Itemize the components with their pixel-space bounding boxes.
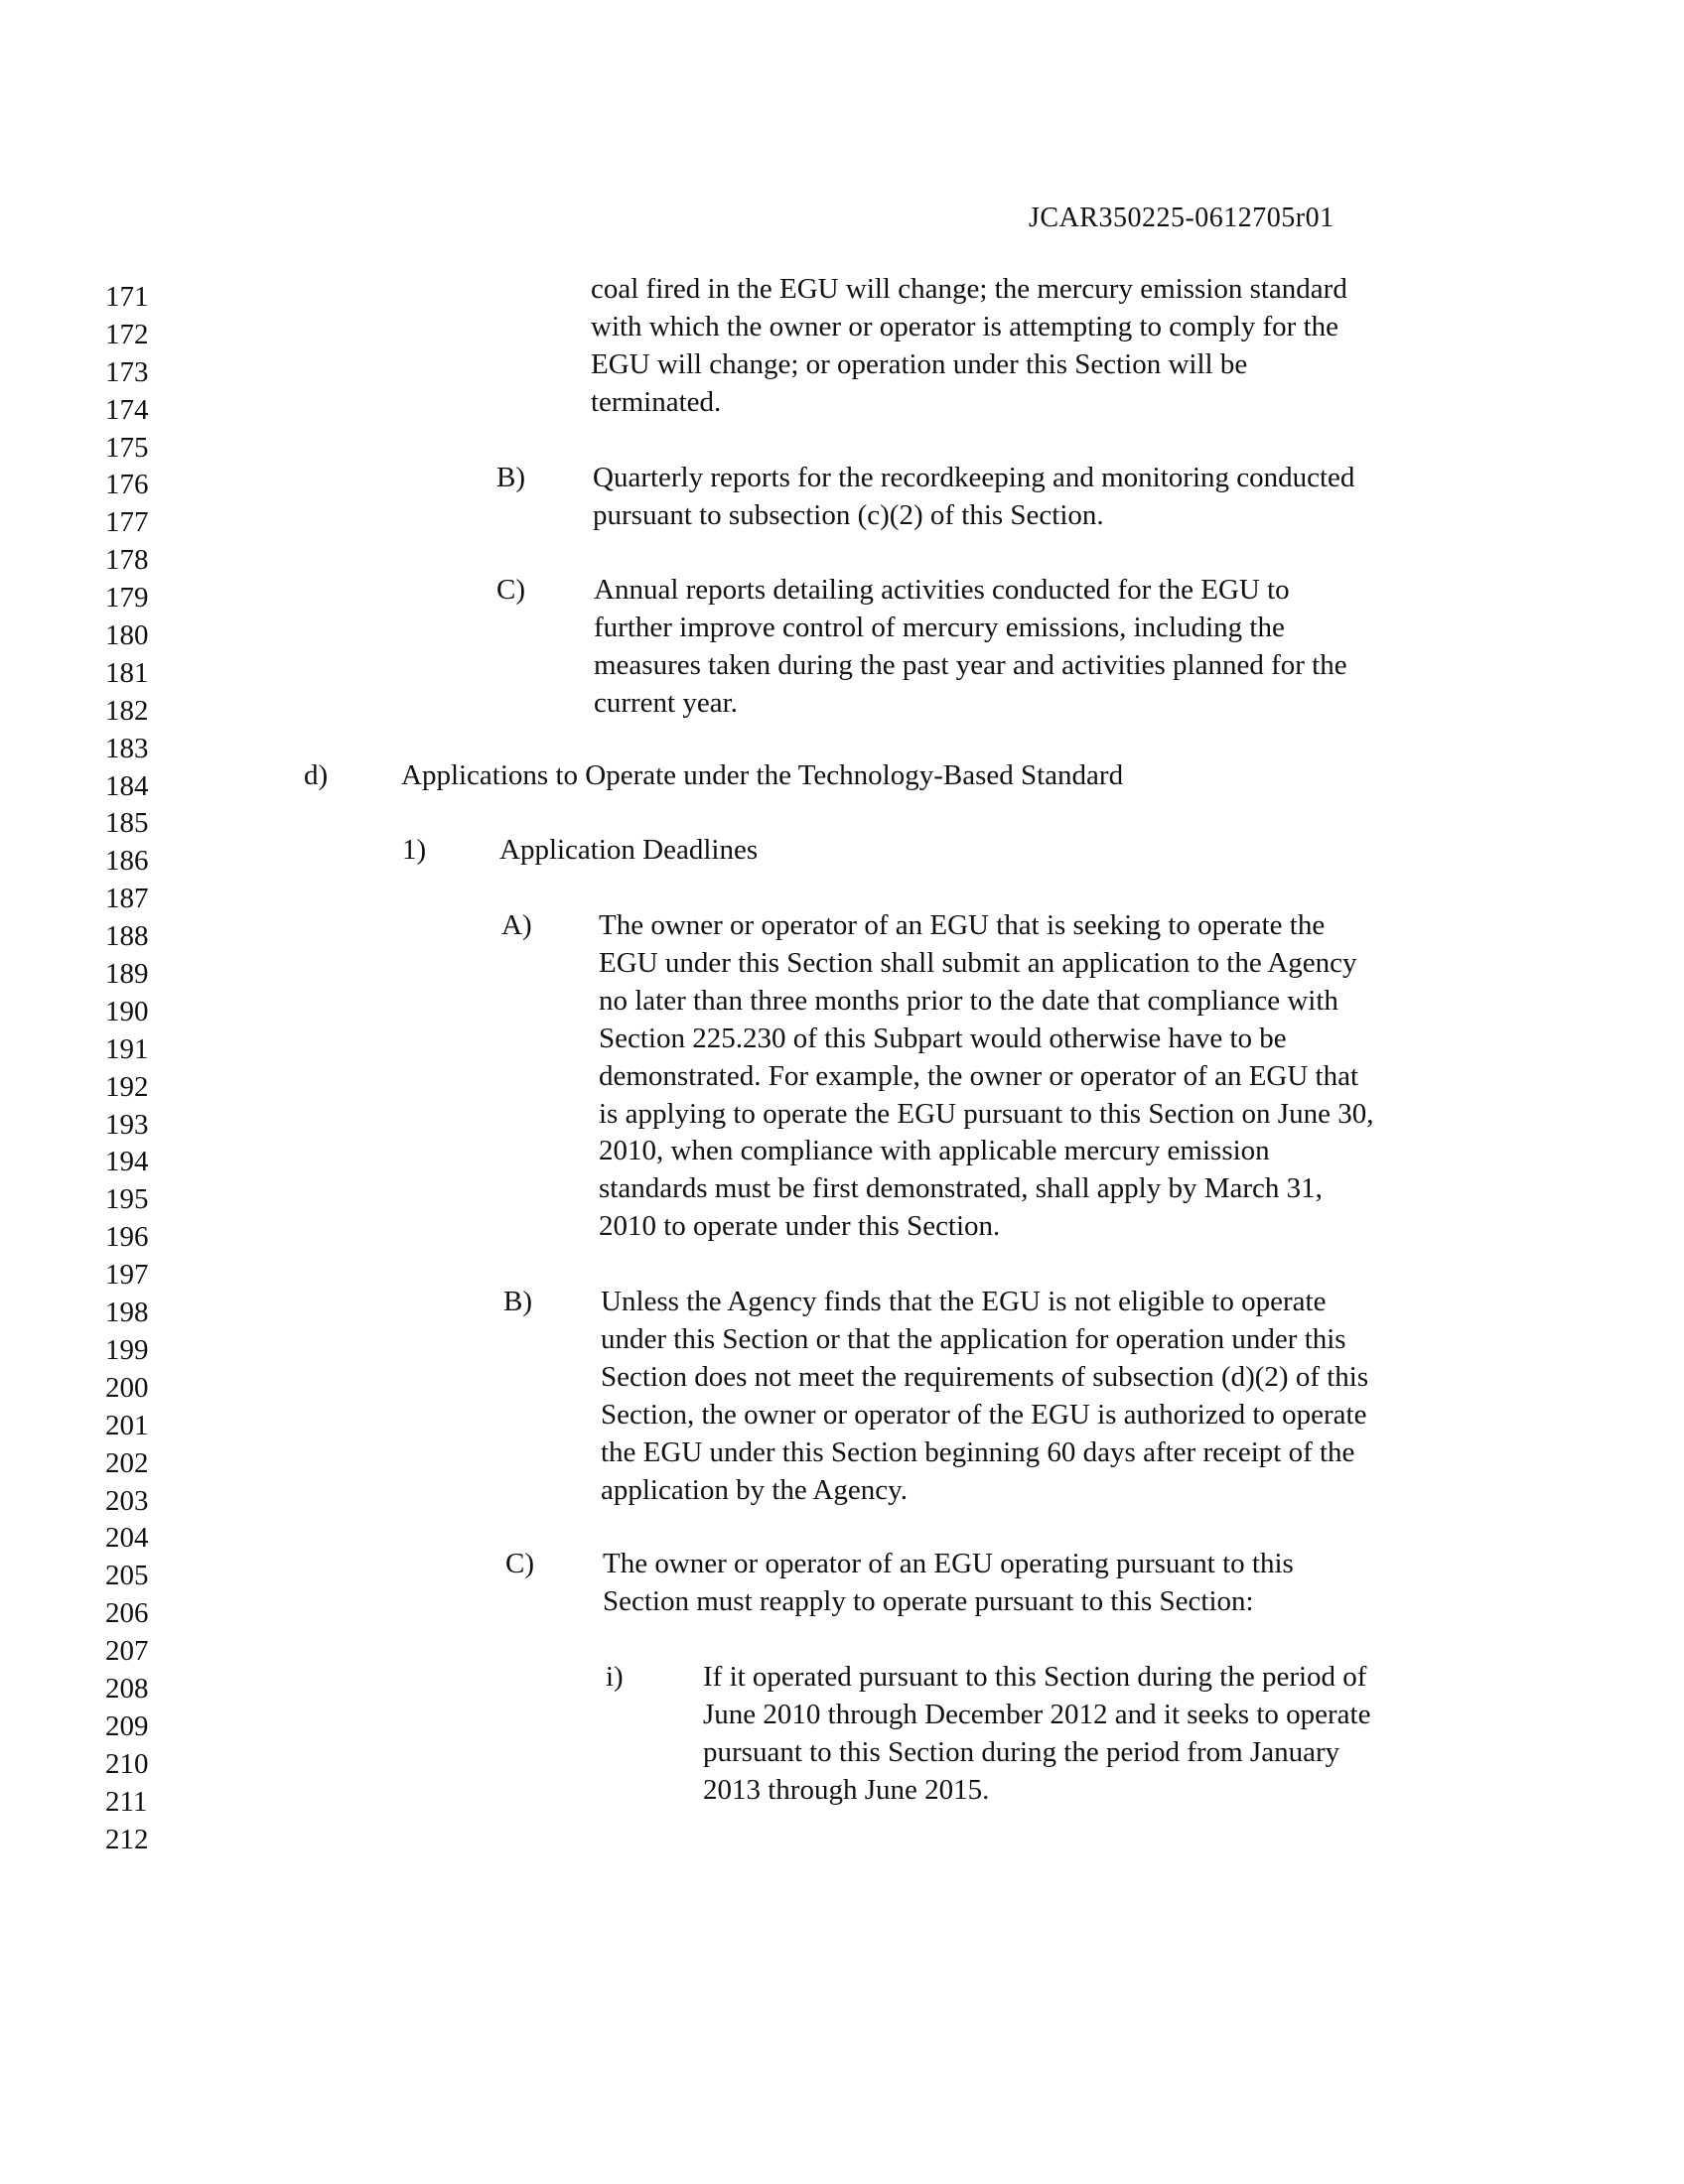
text-line: Unless the Agency finds that the EGU is not eligible to operate bbox=[601, 1286, 1327, 1317]
line-number: 188 bbox=[105, 920, 149, 953]
line-number: 212 bbox=[105, 1823, 149, 1855]
line-number: 193 bbox=[105, 1108, 149, 1141]
text-line: Quarterly reports for the recordkeeping and monitoring conducted bbox=[593, 462, 1355, 493]
text-line: pursuant to this Section during the period from January bbox=[703, 1735, 1340, 1768]
line-number: 203 bbox=[105, 1484, 149, 1517]
text-line: 2013 through June 2015. bbox=[703, 1773, 990, 1806]
line-number: 206 bbox=[105, 1597, 149, 1630]
text-line: EGU under this Section shall submit an application to the Agency bbox=[599, 946, 1357, 979]
text-line: with which the owner or operator is attempting to comply for the bbox=[591, 310, 1339, 342]
line-number: 174 bbox=[105, 393, 149, 426]
subsection-heading: Application Deadlines bbox=[499, 834, 759, 866]
line-number: 198 bbox=[105, 1297, 149, 1329]
line-number: 205 bbox=[105, 1560, 149, 1592]
line-number: 204 bbox=[105, 1522, 149, 1555]
item-label: B) bbox=[496, 462, 525, 493]
text-line: no later than three months prior to the date that compliance with bbox=[599, 984, 1338, 1017]
paragraph-d1-B bbox=[601, 1284, 1368, 1509]
line-number-column bbox=[105, 279, 195, 1858]
paragraph-d1-A bbox=[599, 907, 1373, 1246]
text-line: If it operated pursuant to this Section during the period of bbox=[703, 1661, 1367, 1693]
line-number: 187 bbox=[105, 883, 149, 915]
line-number: 211 bbox=[105, 1785, 148, 1818]
item-label: i) bbox=[606, 1661, 624, 1693]
text-line: terminated. bbox=[591, 385, 722, 418]
line-number: 176 bbox=[105, 469, 149, 501]
line-number: 197 bbox=[105, 1259, 149, 1292]
text-line: Section 225.230 of this Subpart would otherwise have to be bbox=[599, 1022, 1287, 1054]
line-number: 196 bbox=[105, 1221, 149, 1254]
line-number: 199 bbox=[105, 1333, 149, 1366]
text-line: Section, the owner or operator of the EGU is authorized to operate bbox=[601, 1398, 1367, 1431]
text-line: under this Section or that the application for operation under this bbox=[601, 1322, 1346, 1355]
text-line: the EGU under this Section beginning 60 days after receipt of the bbox=[601, 1435, 1355, 1468]
item-label: A) bbox=[501, 909, 532, 941]
paragraph-c-C bbox=[594, 572, 1347, 723]
line-number: 210 bbox=[105, 1747, 149, 1780]
line-number: 200 bbox=[105, 1371, 149, 1404]
line-number: 202 bbox=[105, 1446, 149, 1479]
text-line: measures taken during the past year and activities planned for the bbox=[594, 648, 1347, 681]
text-line: current year. bbox=[594, 686, 738, 719]
line-number: 208 bbox=[105, 1672, 149, 1705]
line-number: 189 bbox=[105, 958, 149, 991]
line-number: 171 bbox=[105, 281, 149, 313]
line-number: 194 bbox=[105, 1146, 149, 1178]
line-number: 185 bbox=[105, 807, 149, 840]
line-number: 175 bbox=[105, 431, 149, 464]
text-line: further improve control of mercury emissions, including the bbox=[594, 611, 1285, 643]
text-line: coal fired in the EGU will change; the mercury emission standard bbox=[591, 273, 1347, 305]
line-number: 191 bbox=[105, 1032, 149, 1065]
line-number: 190 bbox=[105, 995, 149, 1027]
text-line: standards must be first demonstrated, shall apply by March 31, bbox=[599, 1172, 1323, 1205]
section-heading: Applications to Operate under the Technology-Based Standard bbox=[401, 759, 1124, 791]
line-number: 179 bbox=[105, 582, 149, 614]
line-number: 178 bbox=[105, 544, 149, 577]
line-number: 177 bbox=[105, 506, 149, 539]
line-number: 183 bbox=[105, 732, 149, 764]
line-number: 209 bbox=[105, 1709, 149, 1742]
text-line: EGU will change; or operation under this Section will be bbox=[591, 347, 1248, 380]
text-line: Section must reapply to operate pursuant to this Section: bbox=[603, 1584, 1254, 1617]
document-id: JCAR350225-0612705r01 bbox=[1029, 203, 1334, 233]
text-line: 2010 to operate under this Section. bbox=[599, 1210, 1001, 1243]
text-line: demonstrated. For example, the owner or operator of an EGU that bbox=[599, 1059, 1359, 1092]
item-label: C) bbox=[496, 574, 525, 606]
text-line: Section does not meet the requirements of subsection (d)(2) of this bbox=[601, 1360, 1369, 1393]
line-number: 195 bbox=[105, 1183, 149, 1216]
line-number: 184 bbox=[105, 769, 149, 802]
line-number: 201 bbox=[105, 1409, 149, 1441]
subsection-label: 1) bbox=[402, 834, 427, 866]
text-line: is applying to operate the EGU pursuant to this Section on June 30, bbox=[599, 1097, 1374, 1130]
text-line: pursuant to subsection (c)(2) of this Section. bbox=[593, 498, 1104, 531]
line-number: 172 bbox=[105, 318, 149, 350]
text-line: The owner or operator of an EGU operating pursuant to this bbox=[603, 1548, 1294, 1579]
text-line: The owner or operator of an EGU that is seeking to operate the bbox=[599, 909, 1326, 941]
line-number: 180 bbox=[105, 619, 149, 652]
text-line: Annual reports detailing activities conducted for the EGU to bbox=[594, 574, 1290, 606]
line-number: 181 bbox=[105, 656, 149, 689]
section-label: d) bbox=[304, 759, 329, 791]
line-number: 173 bbox=[105, 355, 149, 388]
line-number: 192 bbox=[105, 1070, 149, 1103]
paragraph-d1-C bbox=[603, 1546, 1294, 1621]
text-line: June 2010 through December 2012 and it seeks to operate bbox=[703, 1698, 1371, 1730]
line-number: 186 bbox=[105, 845, 149, 878]
paragraph-d1-C-i bbox=[703, 1659, 1370, 1810]
item-label: C) bbox=[505, 1548, 534, 1579]
item-label: B) bbox=[503, 1286, 532, 1317]
line-number: 207 bbox=[105, 1635, 149, 1668]
continuation-paragraph bbox=[591, 271, 1347, 422]
text-line: application by the Agency. bbox=[601, 1473, 908, 1506]
paragraph-c-B bbox=[593, 460, 1354, 535]
text-line: 2010, when compliance with applicable mercury emission bbox=[599, 1135, 1270, 1167]
line-number: 182 bbox=[105, 694, 149, 727]
